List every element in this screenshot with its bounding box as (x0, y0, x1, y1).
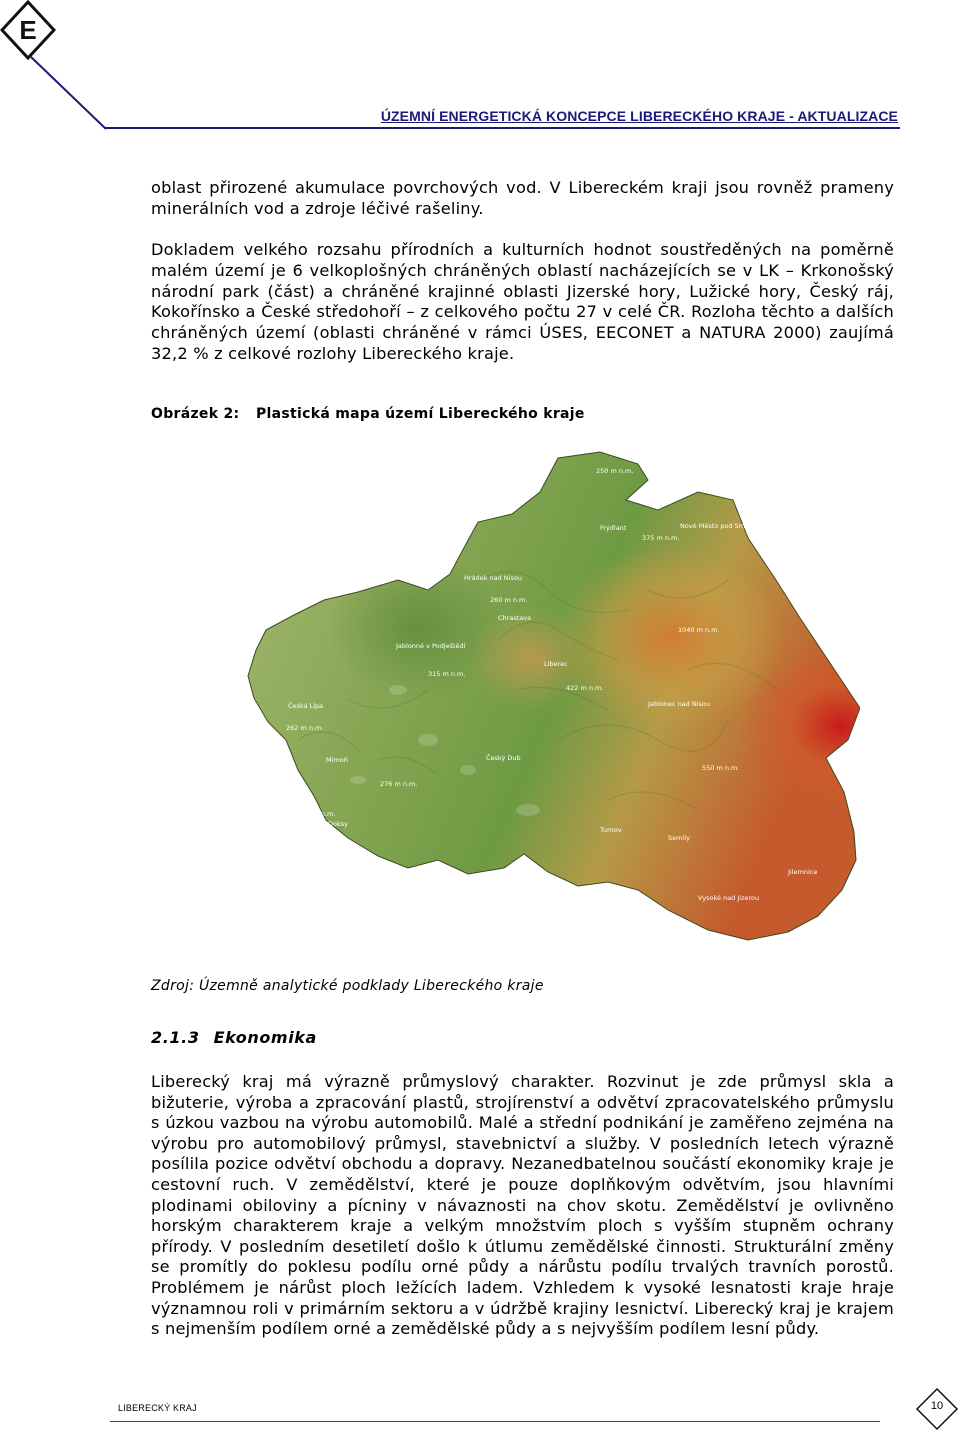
map-label: 315 m n.m. (428, 670, 466, 678)
paragraph-1: oblast přirozené akumulace povrchových vod. V Libereckém kraji jsou rovněž prameny minerálních vod a zdroje léčivé rašeliny. (151, 178, 894, 218)
map-label: Chrastava (498, 614, 532, 622)
paragraph-3: Liberecký kraj má výrazně průmyslový charakter. Rozvinut je zde průmysl skla a bižuterie, výroba a zpracování plastů, strojírenství a odvětví zpracovatelského průmyslu s úzkou vazbou na výrobu automobilů. Malé a střední podnikání je zaměřeno zejména na výrobu pro automobilový průmysl, stavebnictví a služby. V posledních letech výrazně posílila pozice odvětví obchodu a dopravy. Nezanedbatelnou součástí ekonomiky kraje je cestovní ruch. V zemědělství, které je pouze doplňkovým odvětvím, jsou hlavními plodinami obiloviny a pícniny v návaznosti na chov skotu. Zemědělství je ovlivněno horským charakterem kraje a velkým množstvím ploch s vyšším stupněm ochrany přírody. V posledním desetiletí došlo k útlumu zemědělské činnosti. Strukturální změny se promítly do poklesu podílu orné půdy a nárůstu podílu trvalých travních porostů. Problémem je nárůst ploch ležících ladem. Vzhledem k vysoké lesnatosti kraje hraje významnou roli v primárním sektoru a v údržbě krajiny lesnictví. Liberecký kraj je krajem s nejmenším podílem orné a zemědělské půdy a s nejvyšším podílem lesní půdy. (151, 1072, 894, 1339)
map-label: 250 m n.m. (596, 467, 634, 475)
map-label: Liberec (544, 660, 568, 668)
map-label: 262 m n.m. (286, 724, 324, 732)
map-label: 375 m n.m. (642, 534, 680, 542)
header-title: ÚZEMNÍ ENERGETICKÁ KONCEPCE LIBERECKÉHO KRAJE - AKTUALIZACE (380, 108, 898, 124)
map-label: Doksy (328, 820, 348, 828)
map-label: Turnov (600, 826, 622, 834)
map-label: 422 m n.m. (566, 684, 604, 692)
map-label: 260 m n.m. (490, 596, 528, 604)
map-label: Frýdlant (600, 524, 627, 532)
header-rule (105, 127, 900, 129)
header-diagonal-line (0, 0, 110, 132)
relief-map (228, 440, 860, 960)
map-label: Jablonné v Podještědí (396, 642, 466, 650)
footer-rule (110, 1421, 880, 1422)
figure-title: Plastická mapa území Libereckého kraje (256, 406, 585, 422)
map-label: Český Dub (486, 754, 521, 762)
map-label: 250 m n.m. (298, 810, 336, 818)
footer-region-name: LIBERECKÝ KRAJ (118, 1403, 197, 1413)
figure-number: Obrázek 2: (151, 406, 240, 422)
map-label: 1040 m n.m. (678, 626, 720, 634)
paragraph-2: Dokladem velkého rozsahu přírodních a kulturních hodnot soustředěných na poměrně malém území je 6 velkoplošných chráněných oblastí nacházejících se v LK – Krkonošský národní park (část) a chráněné krajinné oblasti Jizerské hory, Lužické hory, Český ráj, Kokořínsko a České středohoří – z celkového počtu 27 v celé ČR. Rozloha těchto a dalších chráněných území (oblasti chráněné v rámci ÚSES, EECONET a NATURA 2000) zaujímá 32,2 % z celkové rozlohy Libereckého kraje. (151, 240, 894, 363)
map-label: Semily (668, 834, 690, 842)
figure-source: Zdroj: Územně analytické podklady Libereckého kraje (151, 978, 544, 994)
section-title: Ekonomika (213, 1028, 317, 1047)
map-label: Vysoké nad Jizerou (698, 894, 760, 902)
map-label: Jablonec nad Nisou (648, 700, 711, 708)
map-label: Hrádek nad Nisou (464, 574, 522, 582)
map-label: Nové Město pod Smrkem (680, 522, 762, 530)
map-label: Česká Lípa (288, 702, 324, 710)
map-label: 550 m n.m. (702, 764, 740, 772)
map-label: Mimoň (326, 756, 348, 764)
page-number: 10 (930, 1400, 944, 1412)
map-label: 276 m n.m. (380, 780, 418, 788)
map-label: Dubá (288, 832, 306, 840)
section-number: 2.1.3 (151, 1028, 200, 1047)
section-heading (151, 1028, 317, 1047)
logo-letter: E (19, 15, 37, 45)
map-label: Jilemnice (788, 868, 818, 876)
